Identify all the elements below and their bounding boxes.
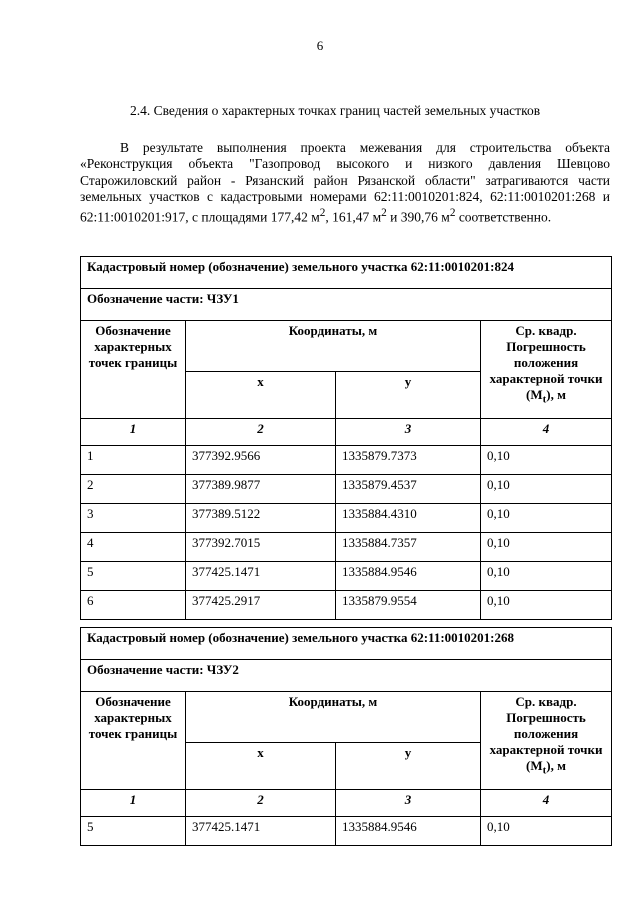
y-cell: 1335879.9554 <box>336 591 481 620</box>
table-row <box>81 817 612 846</box>
coordinates-table-2 <box>80 627 612 846</box>
point-cell: 1 <box>81 446 186 475</box>
y-cell: 1335884.9546 <box>336 562 481 591</box>
coordinates-header: Координаты, м <box>186 321 481 372</box>
y-cell: 1335879.7373 <box>336 446 481 475</box>
x-cell: 377425.1471 <box>186 562 336 591</box>
x-header: x <box>186 372 336 419</box>
table-row <box>81 475 612 504</box>
x-cell: 377425.1471 <box>186 817 336 846</box>
coordinates-header: Координаты, м <box>186 692 481 743</box>
point-cell: 6 <box>81 591 186 620</box>
x-header: x <box>186 743 336 790</box>
part-title: Обозначение части: ЧЗУ1 <box>81 289 612 321</box>
table-row <box>81 533 612 562</box>
table-row <box>81 446 612 475</box>
intro-paragraph <box>80 140 610 226</box>
column-number: 3 <box>336 419 481 446</box>
mt-cell: 0,10 <box>481 446 612 475</box>
mt-cell: 0,10 <box>481 817 612 846</box>
column-number: 1 <box>81 790 186 817</box>
column-number: 4 <box>481 419 612 446</box>
point-cell: 5 <box>81 562 186 591</box>
y-header: y <box>336 372 481 419</box>
y-header: y <box>336 743 481 790</box>
x-cell: 377392.7015 <box>186 533 336 562</box>
y-cell: 1335884.9546 <box>336 817 481 846</box>
column-number: 2 <box>186 790 336 817</box>
column-number: 4 <box>481 790 612 817</box>
y-cell: 1335879.4537 <box>336 475 481 504</box>
accuracy-header: Ср. квадр. Погрешность положения характерной точки $(M_t)$, м <box>481 692 612 790</box>
point-designation-header: Обозначение характерных точек границы <box>81 321 186 419</box>
point-cell: 3 <box>81 504 186 533</box>
point-cell: 4 <box>81 533 186 562</box>
mt-cell: 0,10 <box>481 533 612 562</box>
page-number: 6 <box>316 38 324 53</box>
column-number: 3 <box>336 790 481 817</box>
column-number: 1 <box>81 419 186 446</box>
column-number: 2 <box>186 419 336 446</box>
part-title: Обозначение части: ЧЗУ2 <box>81 660 612 692</box>
point-cell: 5 <box>81 817 186 846</box>
y-cell: 1335884.7357 <box>336 533 481 562</box>
mt-cell: 0,10 <box>481 591 612 620</box>
table-row <box>81 562 612 591</box>
mt-cell: 0,10 <box>481 475 612 504</box>
point-cell: 2 <box>81 475 186 504</box>
mt-cell: 0,10 <box>481 562 612 591</box>
accuracy-header: Ср. квадр. Погрешность положения характерной точки $(M_t)$, м <box>481 321 612 419</box>
cadastral-title: Кадастровый номер (обозначение) земельного участка 62:11:0010201:824 <box>81 257 612 289</box>
mt-cell: 0,10 <box>481 504 612 533</box>
y-cell: 1335884.4310 <box>336 504 481 533</box>
x-cell: 377389.9877 <box>186 475 336 504</box>
x-cell: 377425.2917 <box>186 591 336 620</box>
cadastral-title: Кадастровый номер (обозначение) земельного участка 62:11:0010201:268 <box>81 628 612 660</box>
coordinates-table-1 <box>80 256 612 620</box>
x-cell: 377392.9566 <box>186 446 336 475</box>
section-heading: 2.4. Сведения о характерных точках границ частей земельных участков <box>130 103 541 118</box>
x-cell: 377389.5122 <box>186 504 336 533</box>
table-row <box>81 591 612 620</box>
table-row <box>81 504 612 533</box>
intro-paragraph-text: В результате выполнения проекта межевания для строительства объекта «Реконструкция объекта "Газопровод высокого и низкого давления Шевцово Старожиловский район - Рязанский район Рязанской области" затрагиваются части земельных участков с кадастровыми номерами 62:11:0010201:824, 62:11:0010201:268 и 62:11:0010201:917, с площадями 177,42 $м^2$, 161,47 $м^2$ и 390,76 $м^2$ соответственно. <box>80 140 610 225</box>
point-designation-header: Обозначение характерных точек границы <box>81 692 186 790</box>
